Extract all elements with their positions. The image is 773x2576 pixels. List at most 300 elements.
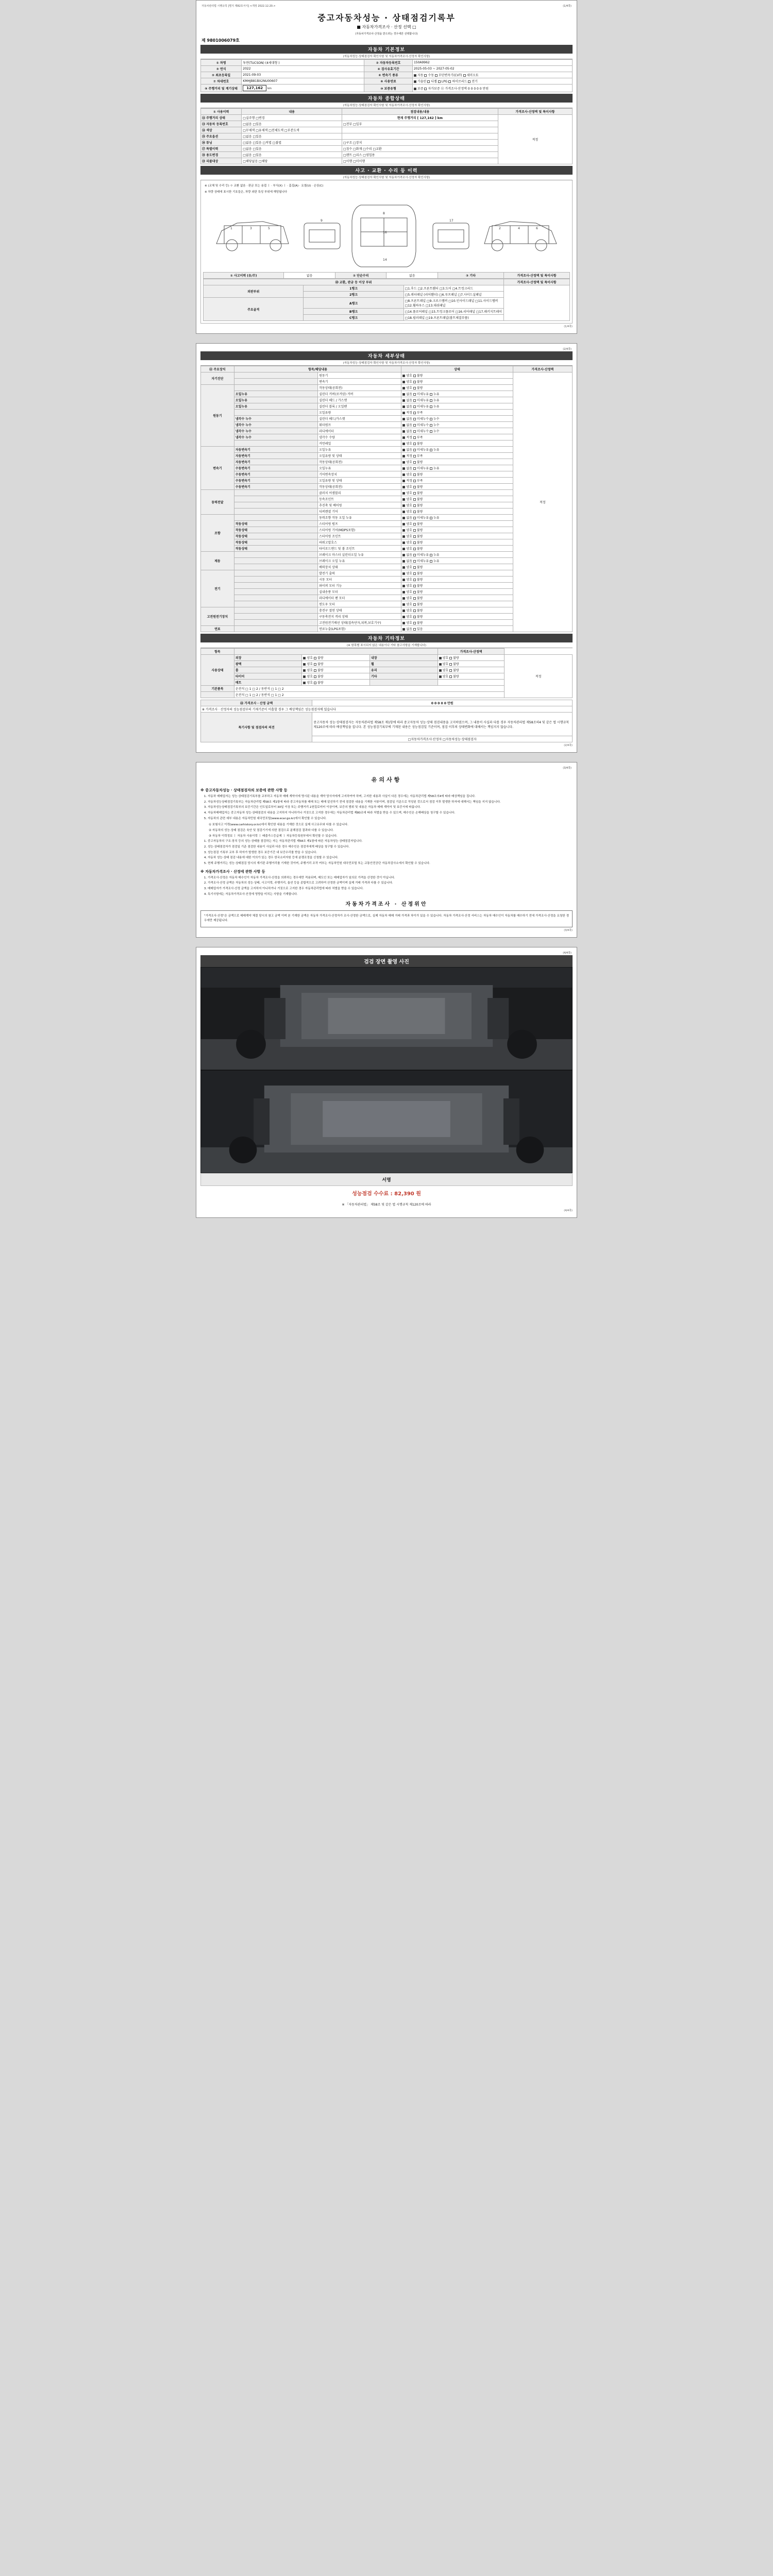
detail-item-options[interactable] — [401, 478, 513, 484]
checkbox-box[interactable] — [402, 399, 405, 402]
row-options[interactable]: □없음 □있음 — [242, 121, 342, 127]
checkbox-box[interactable] — [449, 675, 452, 678]
checkbox-option[interactable]: 불량 — [413, 615, 423, 619]
checkbox-option[interactable]: 누수 — [430, 430, 440, 433]
checkbox-option[interactable]: 양호 — [402, 578, 412, 582]
checkbox-box[interactable] — [402, 486, 405, 488]
checkbox-box[interactable] — [430, 449, 432, 451]
detail-item-options[interactable] — [401, 558, 513, 564]
checkbox-box[interactable] — [402, 523, 405, 526]
checkbox-box[interactable] — [314, 669, 316, 672]
checkbox-option[interactable]: 미세누유 — [413, 467, 429, 470]
checkbox-option[interactable]: 없음 — [402, 448, 412, 452]
checkbox-box[interactable] — [413, 504, 416, 507]
checkbox-manual[interactable]: 수동 — [424, 74, 434, 77]
checkbox-option[interactable]: 없음 — [402, 553, 412, 557]
detail-item-options[interactable] — [401, 502, 513, 509]
checkbox-box[interactable] — [402, 609, 405, 612]
parts-options[interactable]: □14.플로어패널 □15.트렁크플로어 □16.리어패널 □17.패키지트레이 — [404, 309, 503, 315]
checkbox-option[interactable]: 누유 — [430, 393, 440, 396]
checkbox-box[interactable] — [449, 663, 452, 666]
others-tire-options[interactable]: 운전석 □ 1 □ 2 / 동반석 □ 1 □ 2 — [234, 686, 505, 692]
checkbox-box[interactable] — [413, 579, 416, 581]
detail-item-options[interactable] — [401, 403, 513, 410]
checkbox-box[interactable] — [402, 393, 405, 396]
checkbox-option[interactable]: 양호 — [402, 621, 412, 625]
checkbox-option[interactable]: 양호 — [402, 386, 412, 390]
checkbox-option[interactable]: 불량 — [413, 535, 423, 538]
checkbox-option[interactable]: 누유 — [430, 405, 440, 409]
checkbox-option[interactable]: 불량 — [413, 498, 423, 501]
checkbox-option[interactable]: 적정 — [402, 411, 412, 415]
detail-item-options[interactable] — [401, 465, 513, 471]
checkbox-box[interactable] — [402, 622, 405, 624]
others-item-options[interactable] — [438, 655, 505, 661]
checkbox-option[interactable]: 양호 — [402, 603, 412, 606]
checkbox-option[interactable]: 누유 — [430, 560, 440, 563]
checkbox-warranty[interactable]: 보증 — [414, 87, 424, 91]
checkbox-option[interactable]: 양호 — [402, 572, 412, 575]
checkbox-box[interactable] — [413, 585, 416, 587]
checkbox-box[interactable] — [402, 412, 405, 414]
detail-item-options[interactable] — [401, 564, 513, 570]
checkbox-box[interactable] — [413, 628, 416, 631]
checkbox-box[interactable] — [314, 682, 316, 684]
row-options[interactable]: □해당없음 □해당 — [242, 158, 342, 164]
detail-item-options[interactable] — [401, 422, 513, 428]
checkbox-box[interactable] — [413, 616, 416, 618]
checkbox-selfwarranty[interactable]: 자가보증 — [424, 87, 440, 91]
row-options[interactable]: □없음 □있음 — [242, 152, 342, 158]
checkbox-box[interactable] — [413, 560, 416, 563]
checkbox-option[interactable]: 없음 — [402, 516, 412, 520]
checkbox-box[interactable] — [439, 657, 442, 659]
detail-item-options[interactable] — [401, 453, 513, 459]
detail-item-options[interactable] — [401, 539, 513, 546]
checkbox-box[interactable] — [413, 609, 416, 612]
parts-options[interactable]: □1.후드 □2.프론트휀더 □3.도어 □4.트렁크리드 — [404, 285, 503, 292]
checkbox-option[interactable]: 없음 — [402, 423, 412, 427]
checkbox-option[interactable]: 불량 — [413, 374, 423, 378]
checkbox-box[interactable] — [413, 548, 416, 550]
checkbox-box[interactable] — [413, 603, 416, 606]
checkbox-option[interactable]: 양호 — [402, 615, 412, 619]
checkbox-option[interactable]: 양호 — [402, 547, 412, 551]
checkbox-option[interactable]: 누유 — [430, 553, 440, 557]
checkbox-option[interactable]: 미세누유 — [413, 560, 429, 563]
detail-item-options[interactable] — [401, 595, 513, 601]
checkbox-box[interactable] — [413, 529, 416, 532]
checkbox-option[interactable]: 불량 — [314, 663, 324, 666]
checkbox-option[interactable]: 불량 — [413, 603, 423, 606]
checkbox-box[interactable] — [314, 657, 316, 659]
checkbox-box[interactable] — [413, 597, 416, 600]
checkbox-option[interactable]: 불량 — [413, 584, 423, 588]
checkbox-option[interactable]: 양호 — [402, 529, 412, 532]
checkbox-box[interactable] — [413, 572, 416, 575]
checkbox-option[interactable]: 불량 — [413, 597, 423, 600]
checkbox-box[interactable] — [413, 375, 416, 377]
checkbox-option[interactable]: 미세누유 — [413, 516, 429, 520]
checkbox-box[interactable] — [413, 622, 416, 624]
checkbox-box[interactable] — [413, 393, 416, 396]
checkbox-option[interactable]: 불량 — [413, 504, 423, 507]
checkbox-option[interactable]: 없음 — [402, 399, 412, 402]
checkbox-box[interactable] — [413, 554, 416, 556]
row-options[interactable]: □없음 □있음 — [242, 133, 342, 140]
checkbox-box[interactable] — [413, 424, 416, 427]
checkbox-option[interactable]: 양호 — [402, 609, 412, 613]
checkbox-option[interactable]: 없음 — [402, 560, 412, 563]
detail-item-options[interactable] — [401, 546, 513, 552]
checkbox-box[interactable] — [402, 554, 405, 556]
checkbox-option[interactable]: 양호 — [402, 485, 412, 489]
checkbox-option[interactable]: 불량 — [413, 621, 423, 625]
checkbox-box[interactable] — [413, 399, 416, 402]
checkbox-box[interactable] — [413, 473, 416, 476]
checkbox-option[interactable]: 양호 — [402, 541, 412, 545]
checkbox-box[interactable] — [314, 675, 316, 678]
checkbox-box[interactable] — [402, 585, 405, 587]
checkbox-electric[interactable]: 전기 — [468, 80, 478, 83]
checkbox-box[interactable] — [402, 511, 405, 513]
checkbox-box[interactable] — [413, 498, 416, 501]
checkbox-box[interactable] — [439, 675, 442, 678]
checkbox-box[interactable] — [402, 560, 405, 563]
checkbox-option[interactable]: 양호 — [402, 461, 412, 464]
checkbox-box[interactable] — [413, 517, 416, 519]
checkbox-diesel[interactable]: 디젤 — [427, 80, 437, 83]
checkbox-box[interactable] — [402, 498, 405, 501]
checkbox-box[interactable] — [430, 430, 432, 433]
checkbox-box[interactable] — [413, 566, 416, 569]
checkbox-box[interactable] — [402, 436, 405, 439]
inspector-sign-area[interactable]: □자동차가격조사·산정자 □자동차성능·상태점검자 — [312, 736, 573, 742]
checkbox-option[interactable]: 양호 — [439, 656, 449, 660]
detail-item-options[interactable] — [401, 552, 513, 558]
checkbox-box[interactable] — [402, 572, 405, 575]
checkbox-box[interactable] — [402, 467, 405, 470]
checkbox-option[interactable]: 양호 — [402, 535, 412, 538]
checkbox-option[interactable]: 부족 — [413, 436, 423, 439]
checkbox-box[interactable] — [430, 399, 432, 402]
detail-item-options[interactable] — [401, 484, 513, 490]
others-item-options[interactable] — [438, 667, 505, 673]
others-item-options[interactable] — [302, 655, 370, 661]
detail-item-options[interactable] — [401, 533, 513, 539]
row-options[interactable]: □없음 □있음 □적법 □불법 — [242, 140, 342, 146]
detail-item-options[interactable] — [401, 521, 513, 527]
checkbox-box[interactable] — [439, 663, 442, 666]
checkbox-option[interactable]: 양호 — [439, 663, 449, 666]
detail-item-options[interactable] — [401, 509, 513, 515]
detail-item-options[interactable] — [401, 471, 513, 478]
checkbox-option[interactable]: 불량 — [449, 663, 459, 666]
checkbox-box[interactable] — [413, 405, 416, 408]
detail-item-options[interactable] — [401, 515, 513, 521]
parts-options[interactable]: □8.프론트패널 □9.크로스멤버 □10.인사이드패널 □11.사이드멤버 □12.휠하우스 □13.대쉬패널 — [404, 298, 503, 309]
checkbox-option[interactable]: 양호 — [439, 669, 449, 672]
checkbox-box[interactable] — [430, 424, 432, 427]
detail-item-options[interactable] — [401, 410, 513, 416]
checkbox-box[interactable] — [402, 418, 405, 420]
checkbox-option[interactable]: 불량 — [413, 485, 423, 489]
detail-item-options[interactable] — [401, 397, 513, 403]
checkbox-option[interactable]: 없음 — [402, 417, 412, 421]
checkbox-box[interactable] — [402, 597, 405, 600]
checkbox-option[interactable]: 누유 — [430, 467, 440, 470]
checkbox-box[interactable] — [402, 566, 405, 569]
checkbox-box[interactable] — [402, 517, 405, 519]
others-item-options[interactable] — [438, 673, 505, 680]
detail-item-options[interactable] — [401, 440, 513, 447]
checkbox-option[interactable]: 누유 — [430, 516, 440, 520]
checkbox-box[interactable] — [413, 541, 416, 544]
checkbox-option[interactable]: 불량 — [314, 656, 324, 660]
others-item-options[interactable] — [302, 667, 370, 673]
checkbox-cvt[interactable]: 무단변속기(CVT) — [435, 74, 462, 77]
checkbox-option[interactable]: 없음 — [402, 628, 412, 631]
checkbox-option[interactable]: 불량 — [413, 473, 423, 477]
detail-item-options[interactable] — [401, 626, 513, 632]
detail-item-options[interactable] — [401, 620, 513, 626]
checkbox-option[interactable]: 양호 — [402, 442, 412, 446]
checkbox-box[interactable] — [413, 467, 416, 470]
checkbox-option[interactable]: 양호 — [303, 663, 313, 666]
checkbox-box[interactable] — [402, 628, 405, 631]
detail-item-options[interactable] — [401, 601, 513, 607]
checkbox-option[interactable]: 불량 — [413, 529, 423, 532]
checkbox-box[interactable] — [413, 436, 416, 439]
checkbox-box[interactable] — [402, 473, 405, 476]
checkbox-box[interactable] — [402, 381, 405, 383]
checkbox-box[interactable] — [413, 523, 416, 526]
checkbox-box[interactable] — [402, 375, 405, 377]
fuel-options[interactable] — [412, 78, 572, 84]
checkbox-option[interactable]: 미세누유 — [413, 448, 429, 452]
detail-item-options[interactable] — [401, 459, 513, 465]
checkbox-box[interactable] — [413, 480, 416, 482]
checkbox-box[interactable] — [430, 393, 432, 396]
detail-item-options[interactable] — [401, 385, 513, 391]
others-item-options[interactable] — [302, 661, 370, 667]
checkbox-box[interactable] — [402, 449, 405, 451]
transmission-options[interactable] — [412, 72, 572, 78]
checkbox-option[interactable]: 누유 — [430, 399, 440, 402]
detail-item-options[interactable] — [401, 589, 513, 595]
checkbox-box[interactable] — [303, 675, 306, 678]
checkbox-option[interactable]: 불량 — [413, 386, 423, 390]
checkbox-box[interactable] — [402, 535, 405, 538]
checkbox-option[interactable]: 누수 — [430, 423, 440, 427]
checkbox-option[interactable]: 불량 — [413, 510, 423, 514]
checkbox-option[interactable]: 없음 — [402, 405, 412, 409]
checkbox-option[interactable]: 양호 — [402, 473, 412, 477]
checkbox-option[interactable]: 미세누유 — [413, 393, 429, 396]
detail-item-options[interactable] — [401, 434, 513, 440]
detail-item-options[interactable] — [401, 570, 513, 577]
checkbox-box[interactable] — [303, 669, 306, 672]
checkbox-option[interactable]: 미세누유 — [413, 405, 429, 409]
checkbox-option[interactable]: 양호 — [303, 675, 313, 679]
others-item-options[interactable] — [438, 661, 505, 667]
checkbox-option[interactable]: 누수 — [430, 417, 440, 421]
checkbox-auto[interactable]: 자동 — [414, 74, 424, 77]
detail-item-options[interactable] — [401, 416, 513, 422]
checkbox-box[interactable] — [430, 554, 432, 556]
checkbox-option[interactable]: 없음 — [402, 467, 412, 470]
parts-options[interactable]: □5.쿼터패널 (리어휀더) □6.루프패널 □7.사이드실패널 — [404, 292, 503, 298]
parts-options[interactable]: □18.필러패널 □19.프론트패널(볼트체결부품) — [404, 315, 503, 321]
checkbox-option[interactable]: 불량 — [314, 681, 324, 685]
checkbox-box[interactable] — [402, 443, 405, 445]
checkbox-option[interactable]: 미세누수 — [413, 417, 429, 421]
checkbox-option[interactable]: 양호 — [402, 590, 412, 594]
checkbox-option[interactable]: 불량 — [449, 669, 459, 672]
checkbox-option[interactable]: 양호 — [402, 584, 412, 588]
checkbox-option[interactable]: 불량 — [449, 656, 459, 660]
checkbox-option[interactable]: 누유 — [430, 448, 440, 452]
checkbox-option[interactable]: 불량 — [413, 566, 423, 569]
checkbox-hybrid[interactable]: 하이브리드 — [448, 80, 467, 83]
detail-item-options[interactable] — [401, 490, 513, 496]
checkbox-box[interactable] — [303, 682, 306, 684]
detail-item-options[interactable] — [401, 583, 513, 589]
detail-item-options[interactable] — [401, 496, 513, 502]
checkbox-box[interactable] — [402, 603, 405, 606]
checkbox-box[interactable] — [402, 405, 405, 408]
checkbox-option[interactable]: 양호 — [402, 492, 412, 495]
checkbox-gasoline[interactable]: 가솔린 — [414, 80, 426, 83]
checkbox-box[interactable] — [413, 381, 416, 383]
checkbox-box[interactable] — [402, 616, 405, 618]
checkbox-box[interactable] — [449, 669, 452, 672]
checkbox-option[interactable]: 미세누수 — [413, 430, 429, 433]
checkbox-box[interactable] — [402, 504, 405, 507]
others-item-options[interactable] — [438, 680, 505, 686]
detail-item-options[interactable] — [401, 527, 513, 533]
checkbox-box[interactable] — [413, 511, 416, 513]
checkbox-box[interactable] — [402, 541, 405, 544]
row-options[interactable]: □없음 □있음 — [242, 146, 342, 152]
checkbox-box[interactable] — [430, 517, 432, 519]
checkbox-option[interactable]: 불량 — [413, 541, 423, 545]
checkbox-option[interactable]: 양호 — [439, 675, 449, 679]
detail-item-options[interactable] — [401, 391, 513, 397]
checkbox-option[interactable]: 미세누수 — [413, 423, 429, 427]
checkbox-option[interactable]: 부족 — [413, 479, 423, 483]
checkbox-option[interactable]: 양호 — [303, 681, 313, 685]
checkbox-option[interactable]: 양호 — [402, 522, 412, 526]
checkbox-box[interactable] — [413, 412, 416, 414]
others-item-options[interactable] — [302, 673, 370, 680]
checkbox-option[interactable]: 없음 — [402, 430, 412, 433]
warranty-options[interactable] — [412, 84, 572, 92]
checkbox-semiauto[interactable]: 세미오토 — [463, 74, 479, 77]
checkbox-option[interactable]: 불량 — [413, 461, 423, 464]
checkbox-box[interactable] — [413, 443, 416, 445]
checkbox-option[interactable]: 불량 — [413, 492, 423, 495]
checkbox-box[interactable] — [413, 492, 416, 495]
detail-item-options[interactable] — [401, 614, 513, 620]
detail-item-options[interactable] — [401, 607, 513, 614]
checkbox-option[interactable]: 양호 — [402, 374, 412, 378]
checkbox-lpg[interactable]: LPG — [438, 80, 448, 83]
checkbox-option[interactable]: 양호 — [402, 498, 412, 501]
checkbox-option[interactable]: 양호 — [402, 566, 412, 569]
checkbox-box[interactable] — [439, 669, 442, 672]
checkbox-option[interactable]: 부족 — [413, 454, 423, 458]
checkbox-option[interactable]: 양호 — [303, 669, 313, 672]
checkbox-box[interactable] — [402, 480, 405, 482]
checkbox-box[interactable] — [303, 663, 306, 666]
checkbox-box[interactable] — [430, 405, 432, 408]
checkbox-box[interactable] — [402, 591, 405, 594]
checkbox-option[interactable]: 미세누유 — [413, 399, 429, 402]
checkbox-box[interactable] — [413, 486, 416, 488]
checkbox-option[interactable]: 불량 — [314, 669, 324, 672]
detail-item-options[interactable] — [401, 372, 513, 379]
row-options[interactable]: □무채색 □유채색 □전체도색 □부분도색 — [242, 127, 342, 133]
checkbox-box[interactable] — [402, 387, 405, 389]
checkbox-option[interactable]: 있음 — [413, 628, 423, 631]
detail-item-options[interactable] — [401, 379, 513, 385]
checkbox-option[interactable]: 없음 — [402, 393, 412, 396]
checkbox-option[interactable]: 미세누유 — [413, 553, 429, 557]
checkbox-box[interactable] — [402, 579, 405, 581]
checkbox-option[interactable]: 불량 — [413, 572, 423, 575]
checkbox-box[interactable] — [413, 430, 416, 433]
checkbox-option[interactable]: 적정 — [402, 454, 412, 458]
checkbox-box[interactable] — [303, 657, 306, 659]
checkbox-option[interactable]: 부족 — [413, 411, 423, 415]
checkbox-box[interactable] — [413, 535, 416, 538]
checkbox-option[interactable]: 불량 — [413, 522, 423, 526]
checkbox-option[interactable]: 불량 — [413, 547, 423, 551]
checkbox-option[interactable]: 양호 — [402, 380, 412, 384]
checkbox-box[interactable] — [413, 387, 416, 389]
checkbox-option[interactable]: 불량 — [413, 590, 423, 594]
checkbox-box[interactable] — [402, 548, 405, 550]
checkbox-option[interactable]: 적정 — [402, 479, 412, 483]
detail-item-options[interactable] — [401, 428, 513, 434]
checkbox-option[interactable]: 양호 — [402, 510, 412, 514]
checkbox-box[interactable] — [413, 461, 416, 464]
checkbox-option[interactable]: 양호 — [402, 504, 412, 507]
checkbox-option[interactable]: 양호 — [402, 597, 412, 600]
checkbox-box[interactable] — [402, 430, 405, 433]
checkbox-box[interactable] — [413, 449, 416, 451]
checkbox-box[interactable] — [449, 657, 452, 659]
checkbox-box[interactable] — [430, 418, 432, 420]
checkbox-box[interactable] — [413, 591, 416, 594]
checkbox-option[interactable]: 불량 — [413, 442, 423, 446]
detail-item-options[interactable] — [401, 447, 513, 453]
checkbox-option[interactable]: 양호 — [303, 656, 313, 660]
checkbox-option[interactable]: 불량 — [413, 578, 423, 582]
checkbox-option[interactable]: 적정 — [402, 436, 412, 439]
checkbox-option[interactable]: 불량 — [314, 675, 324, 679]
checkbox-option[interactable]: 불량 — [413, 609, 423, 613]
checkbox-option[interactable]: 불량 — [413, 380, 423, 384]
checkbox-box[interactable] — [413, 418, 416, 420]
checkbox-box[interactable] — [413, 455, 416, 457]
row-options[interactable]: □실주행 □변경 — [242, 115, 342, 121]
car-damage-diagram[interactable] — [203, 195, 570, 272]
checkbox-box[interactable] — [402, 424, 405, 427]
checkbox-box[interactable] — [430, 560, 432, 563]
detail-item-options[interactable] — [401, 577, 513, 583]
